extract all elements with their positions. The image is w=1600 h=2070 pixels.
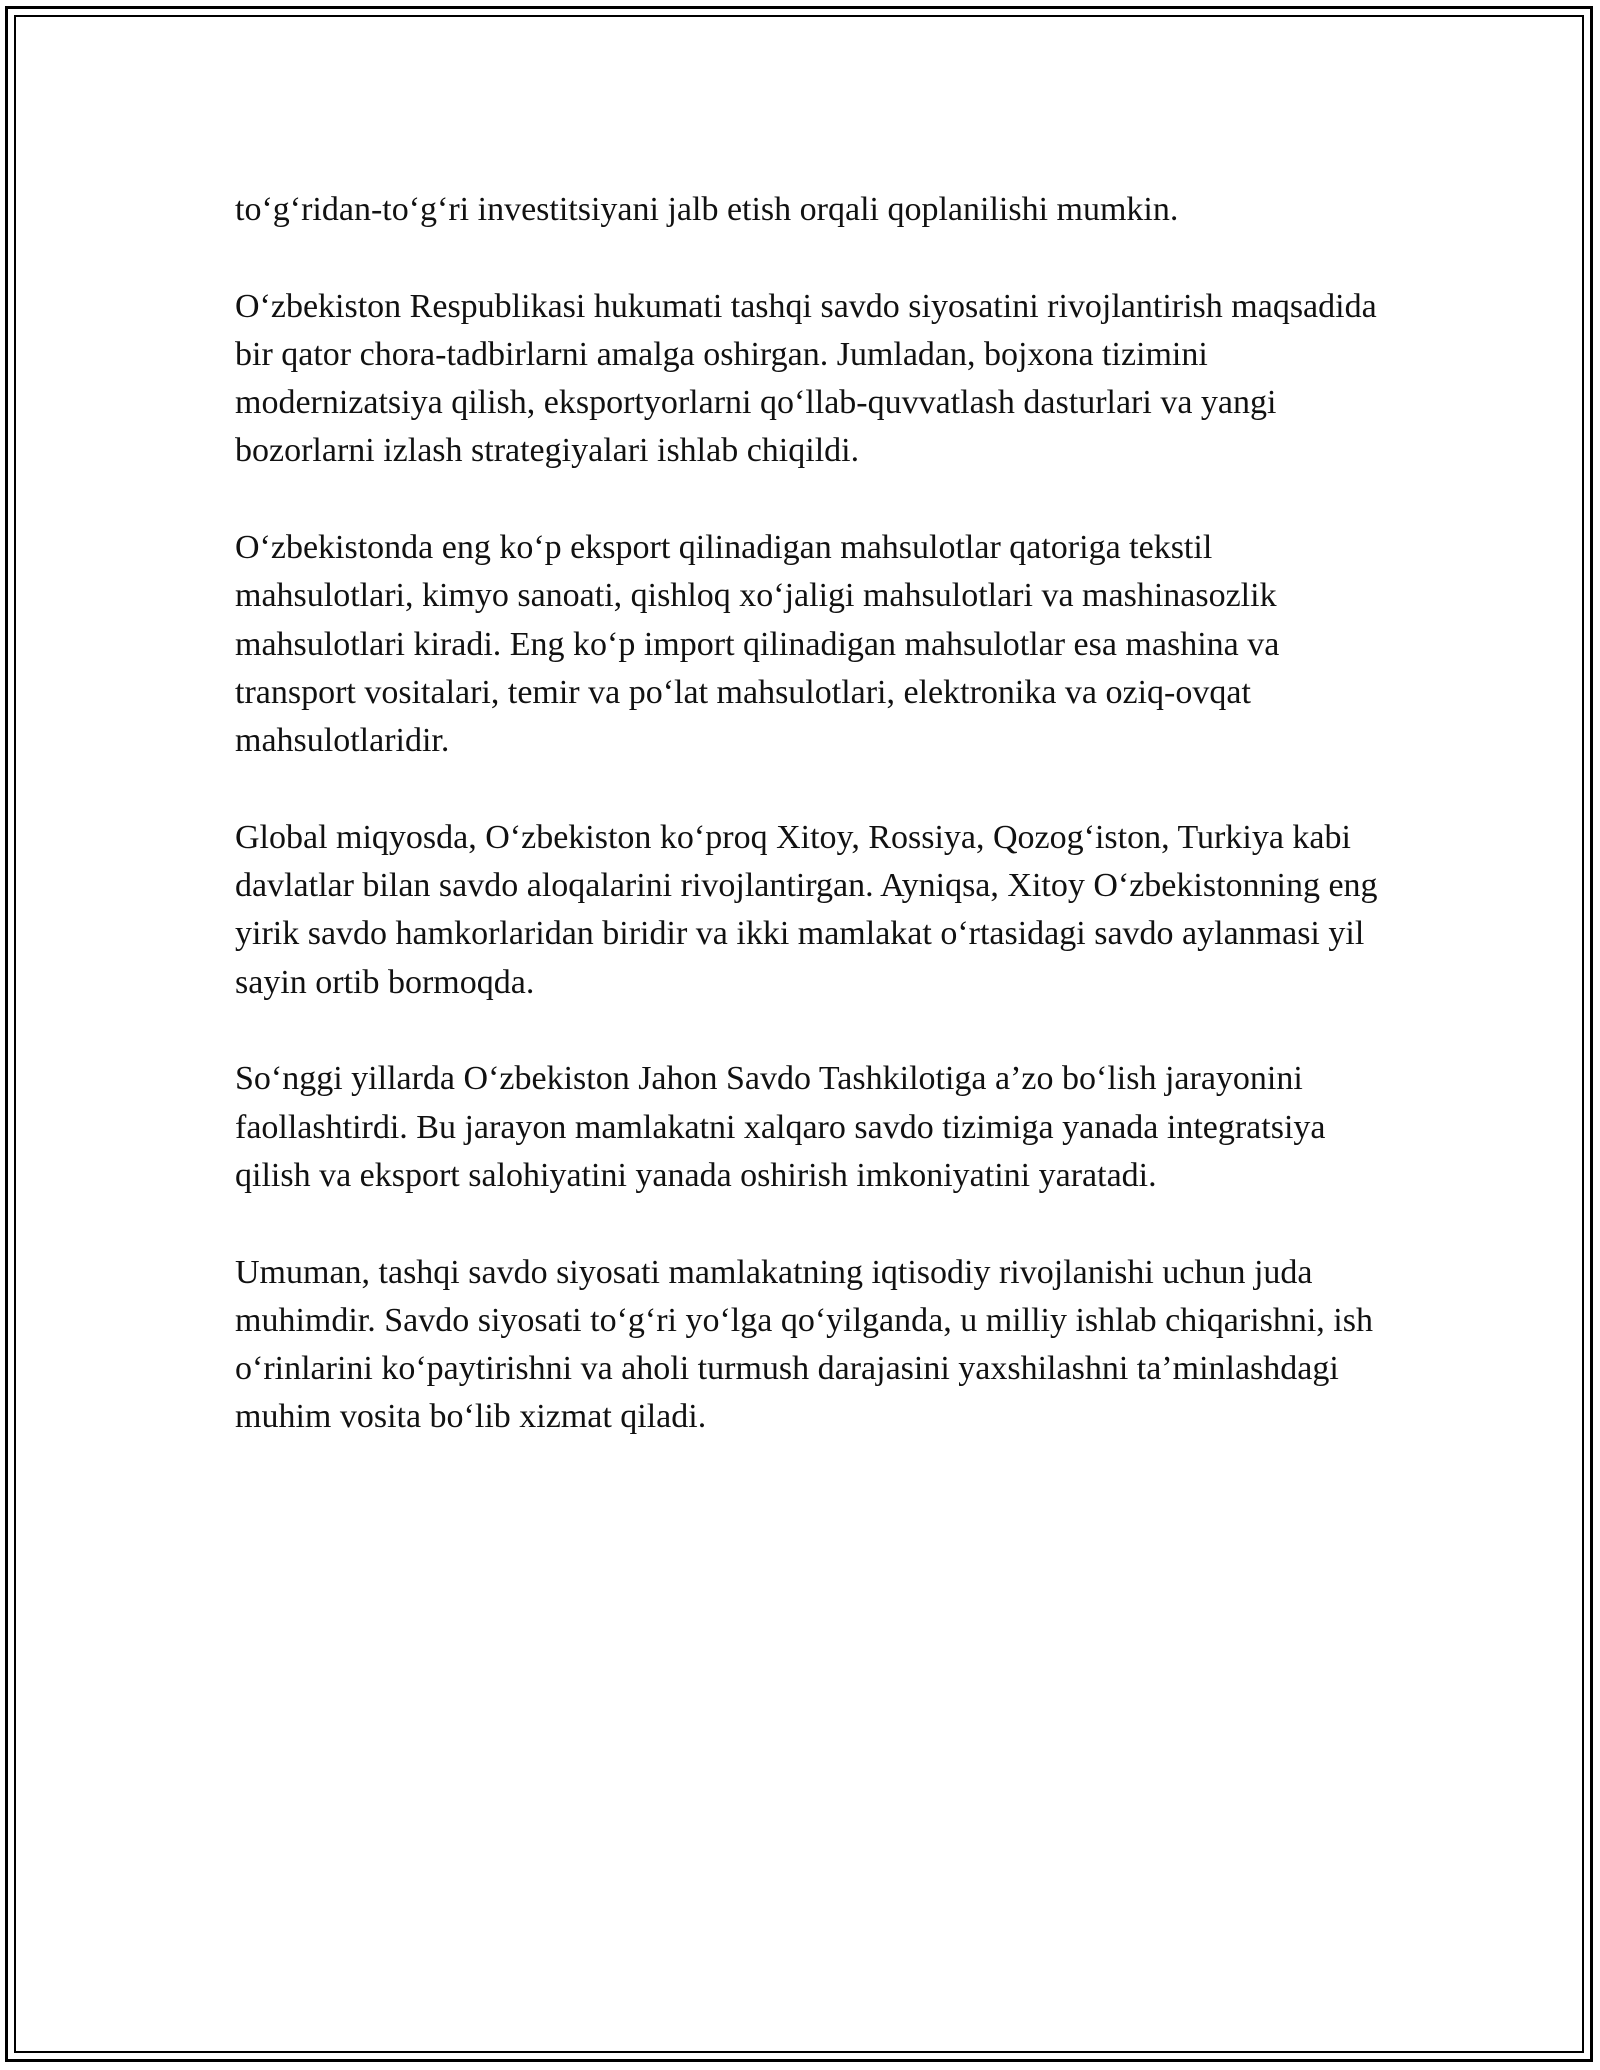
paragraph-investment-continuation: to‘g‘ridan-to‘g‘ri investitsiyani jalb etish orqali qoplanilishi mumkin.: [235, 191, 1179, 228]
paragraph-government-measures: O‘zbekiston Respublikasi hukumati tashqi savdo siyosatini rivojlantirish maqsadida bir qator chora-tadbirlarni amalga oshirgan. Jumladan, bojxona tizimini modernizatsiya qilish, eksportyorlarni qo‘llab-quvvatlash dasturlari va yangi bozorlarni izlash strategiyalari ishlab chiqildi.: [235, 287, 1377, 470]
paragraph-wto-accession: So‘nggi yillarda O‘zbekiston Jahon Savdo Tashkilotiga a’zo bo‘lish jarayonini faollashtirdi. Bu jarayon mamlakatni xalqaro savdo tizimiga yanada integratsiya qilish va eksport salohiyatini yanada oshirish imkoniyatini yaratadi.: [235, 1060, 1326, 1194]
document-body: [235, 186, 1385, 1490]
paragraph-conclusion: Umuman, tashqi savdo siyosati mamlakatning iqtisodiy rivojlanishi uchun juda muhimdir. Savdo siyosati to‘g‘ri yo‘lga qo‘yilganda, u milliy ishlab chiqarishni, ish o‘rinlarini ko‘paytirishni va aholi turmush darajasini yaxshilashni ta’minlashdagi muhim vosita bo‘lib xizmat qiladi.: [235, 1253, 1373, 1436]
paragraph-trade-partners: Global miqyosda, O‘zbekiston ko‘proq Xitoy, Rossiya, Qozog‘iston, Turkiya kabi davlatlar bilan savdo aloqalarini rivojlantirgan. Ayniqsa, Xitoy O‘zbekistonning eng yirik savdo hamkorlaridan biridir va ikki mamlakat o‘rtasidagi savdo aylanmasi yil sayin ortib bormoqda.: [235, 818, 1378, 1001]
paragraph-export-import-products: O‘zbekistonda eng ko‘p eksport qilinadigan mahsulotlar qatoriga tekstil mahsulotlari, kimyo sanoati, qishloq xo‘jaligi mahsulotlari va mashinasozlik mahsulotlari kiradi. Eng ko‘p import qilinadigan mahsulotlar esa mashina va transport vositalari, temir va po‘lat mahsulotlari, elektronika va oziq-ovqat mahsulotlaridir.: [235, 529, 1280, 760]
